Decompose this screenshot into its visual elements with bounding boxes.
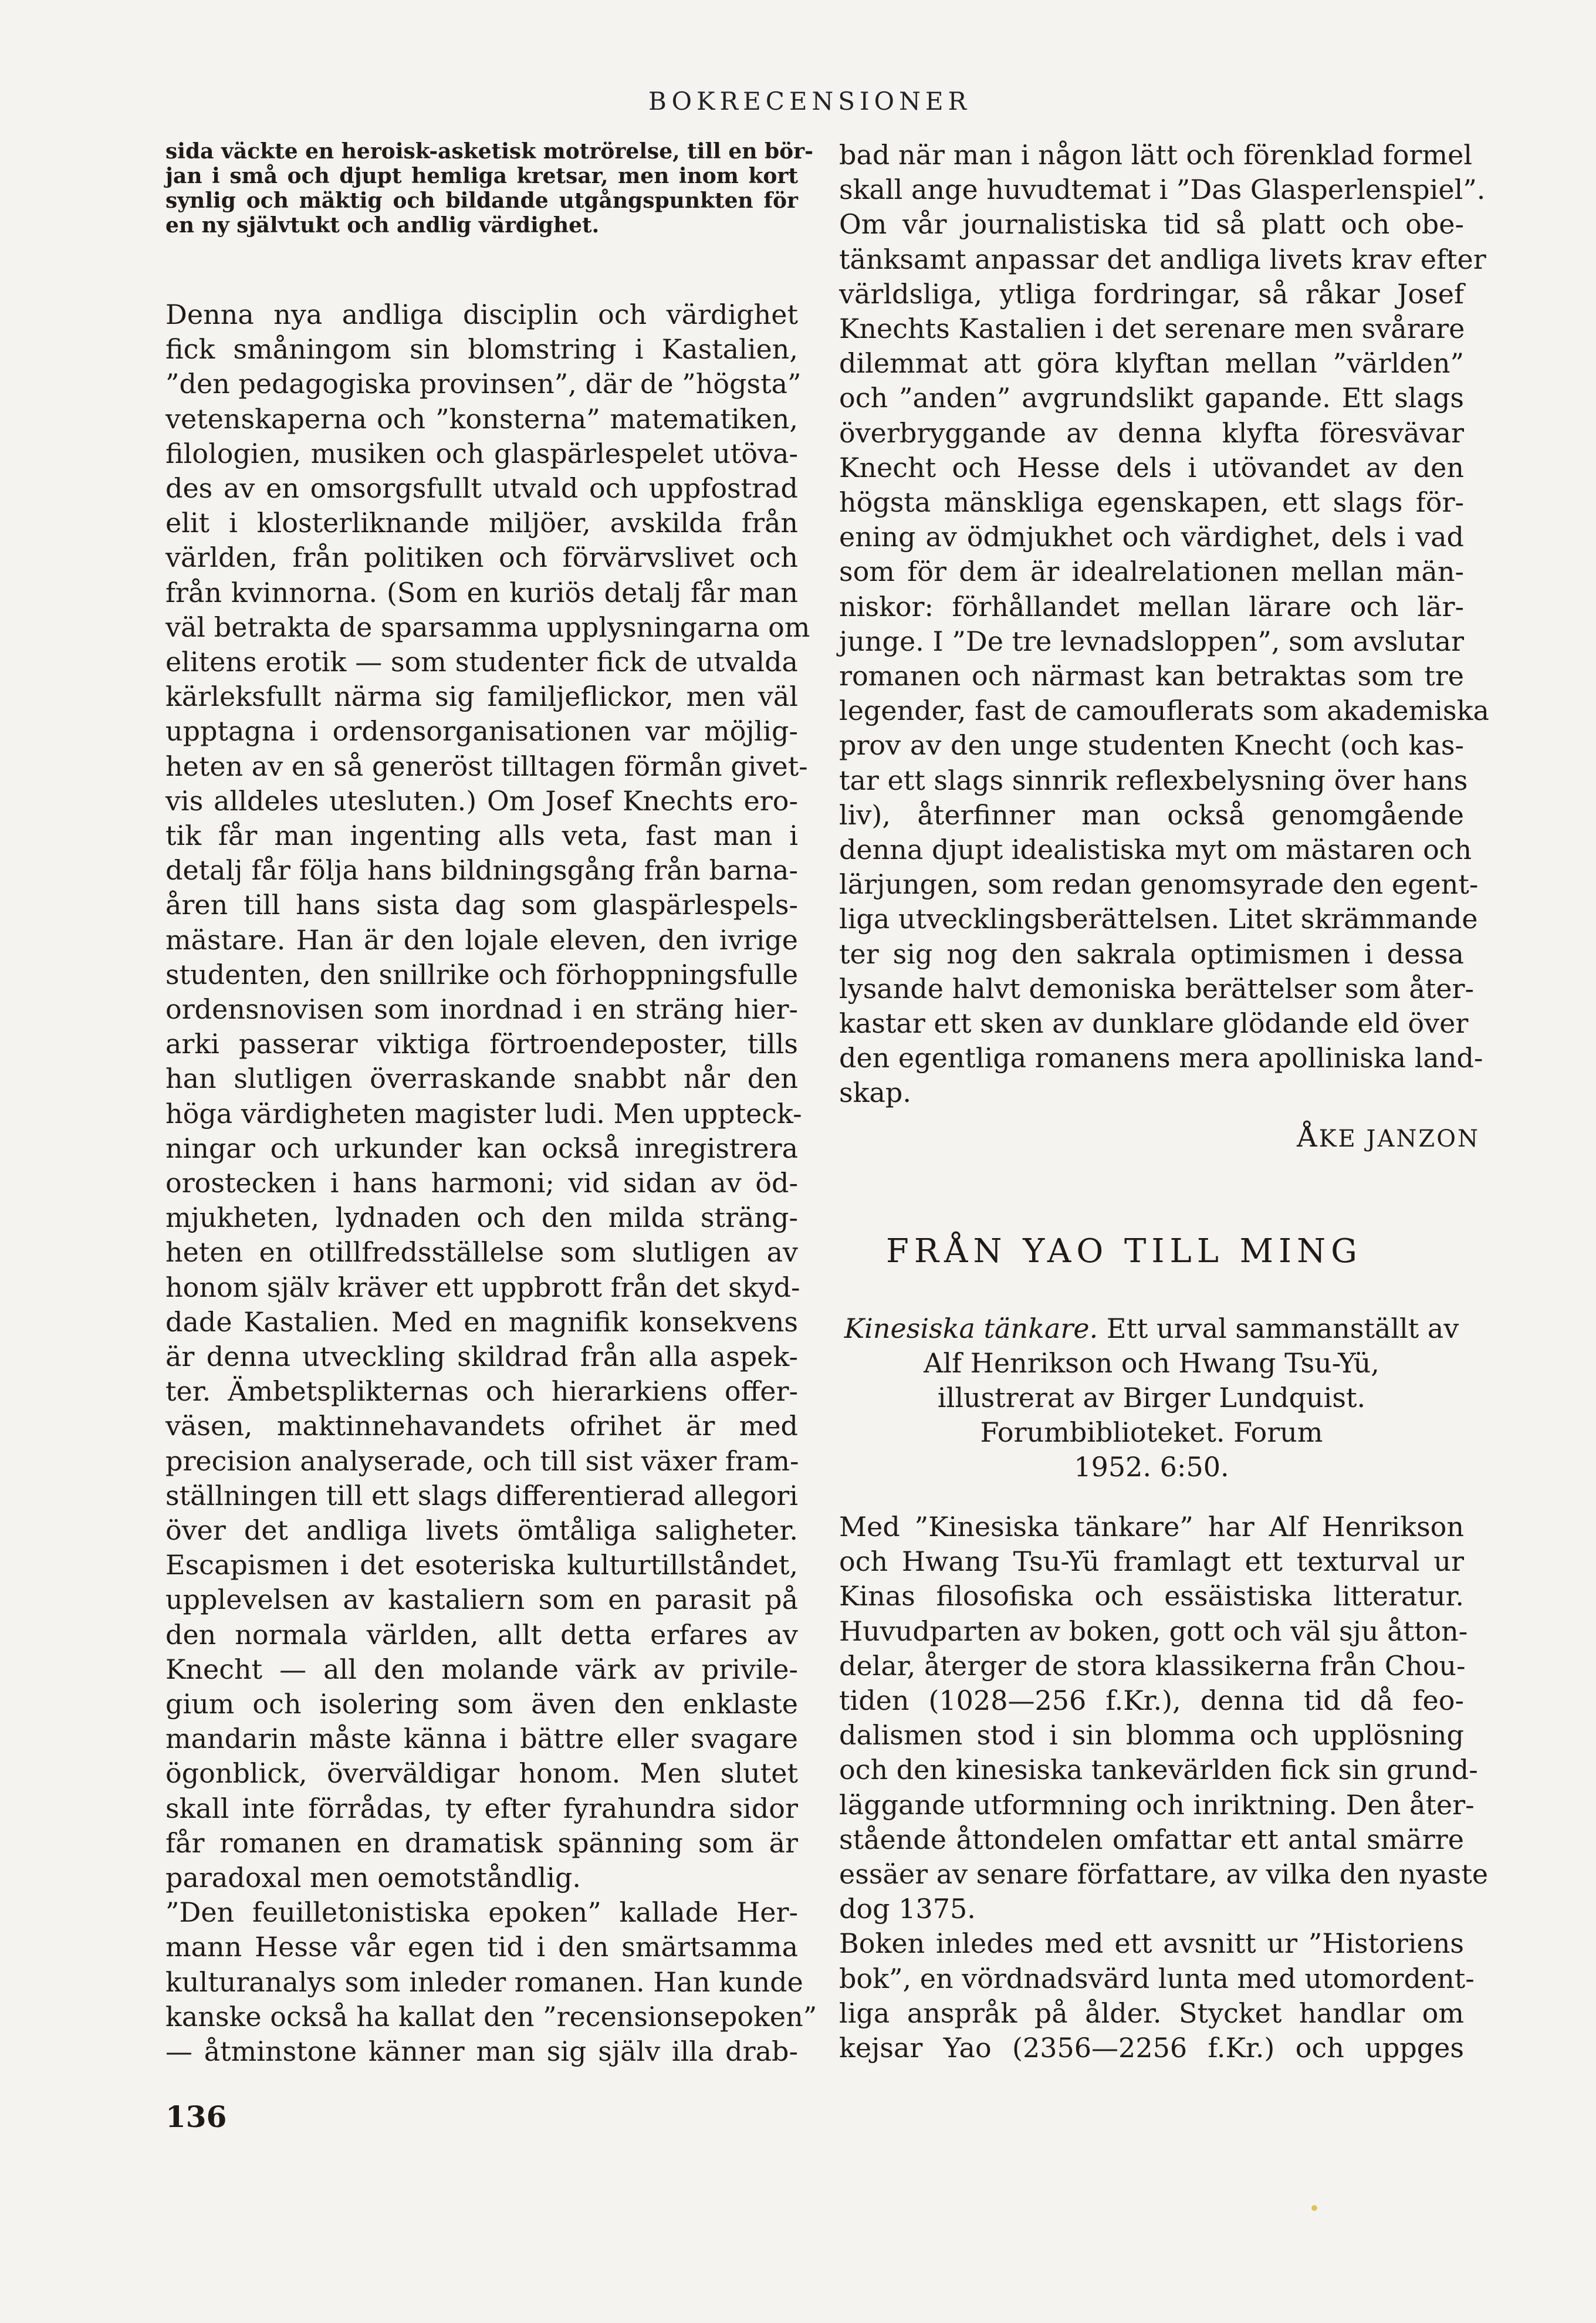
text-line: över det andliga livets ömtåliga saligheter. xyxy=(165,1514,798,1546)
text-line: ter sig nog den sakrala optimismen i dessa xyxy=(839,938,1464,970)
text-line: bad när man i någon lätt och förenklad formel xyxy=(839,139,1473,171)
text-line: Huvudparten av boken, gott och väl sju åtton- xyxy=(839,1615,1468,1647)
text-line: som för dem är idealrelationen mellan män- xyxy=(839,556,1464,588)
text-line: och den kinesiska tankevärlden fick sin grund- xyxy=(839,1754,1478,1786)
text-line: Escapismen i det esoteriska kulturtillståndet, xyxy=(165,1549,798,1581)
text-line: tiden (1028—256 f.Kr.), denna tid då feo- xyxy=(839,1685,1464,1716)
text-line: åren till hans sista dag som glaspärlespels- xyxy=(165,889,798,921)
citation-line: Forumbiblioteket. Forum xyxy=(980,1416,1323,1448)
text-line: bok”, en vördnadsvärd lunta med utomordent- xyxy=(839,1962,1475,1994)
intro-line: synlig och mäktig och bildande utgångspunkten för xyxy=(165,188,798,213)
text-line: mandarin måste känna i bättre eller svagare xyxy=(165,1723,798,1755)
text-line: tik får man ingenting alls veta, fast man i xyxy=(165,820,798,851)
text-line: liga utvecklingsberättelsen. Litet skrämmande xyxy=(839,903,1478,935)
citation-line: Alf Henrikson och Hwang Tsu-Yü, xyxy=(924,1347,1379,1379)
text-line: arki passerar viktiga förtroendeposter, tills xyxy=(165,1028,798,1060)
text-line: han slutligen överraskande snabbt når den xyxy=(165,1063,798,1095)
citation-line xyxy=(839,1313,1464,1344)
text-line: den normala världen, allt detta erfares av xyxy=(165,1618,798,1651)
text-line: — åtminstone känner man sig själv illa drab- xyxy=(165,2035,798,2067)
text-line: vetenskaperna och ”konsterna” matematiken, xyxy=(165,403,798,435)
text-line: Kinas filosofiska och essäistiska litteratur. xyxy=(839,1580,1464,1612)
text-line: liv), återfinner man också genomgående xyxy=(839,799,1464,831)
text-line: Denna nya andliga disciplin och värdighet xyxy=(165,299,798,330)
text-line: kejsar Yao (2356—2256 f.Kr.) och uppges xyxy=(839,2032,1464,2064)
text-line: Knechts Kastalien i det serenare men svårare xyxy=(839,313,1465,344)
text-line: dade Kastalien. Med en magnifik konsekvens xyxy=(165,1306,798,1338)
text-line: upplevelsen av kastaliern som en parasit på xyxy=(165,1584,798,1616)
text-line: liga anspråk på ålder. Stycket handlar om xyxy=(839,1997,1464,2029)
text-line: tar ett slags sinnrik reflexbelysning över hans xyxy=(839,764,1468,796)
text-line: läggande utformning och inriktning. Den åter- xyxy=(839,1788,1475,1821)
text-line: ordensnovisen som inordnad i en sträng hier- xyxy=(165,993,798,1025)
text-line: delar, återger de stora klassikerna från Chou- xyxy=(839,1649,1466,1682)
text-line: fick småningom sin blomstring i Kastalien, xyxy=(165,333,798,366)
text-line: Om vår journalistiska tid så platt och obe- xyxy=(839,208,1464,241)
text-line: upptagna i ordensorganisationen var möjlig- xyxy=(165,715,798,748)
text-line: elitens erotik — som studenter fick de utvalda xyxy=(165,646,798,678)
text-line: är denna utveckling skildrad från alla aspek- xyxy=(165,1341,798,1372)
text-line: dilemmat att göra klyftan mellan ”världen” xyxy=(839,347,1464,380)
text-line: lärjungen, som redan genomsyrade den egent- xyxy=(839,868,1479,901)
text-line: ställningen till ett slags differentierad allegori xyxy=(165,1479,799,1512)
text-line: väl betrakta de sparsamma upplysningarna om xyxy=(165,611,810,643)
text-line: detalj får följa hans bildningsgång från barna- xyxy=(165,854,798,887)
text-line: från kvinnorna. (Som en kuriös detalj får man xyxy=(165,576,798,608)
text-line: väsen, maktinnehavandets ofrihet är med xyxy=(165,1410,798,1442)
text-line: överbryggande av denna klyfta föresvävar xyxy=(839,417,1464,449)
text-line: denna djupt idealistiska myt om mästaren och xyxy=(839,834,1472,865)
running-header: BOKRECENSIONER xyxy=(648,87,972,116)
book-title: Kinesiska tänkare. xyxy=(844,1313,1098,1344)
text-line: filologien, musiken och glaspärlespelet utöva- xyxy=(165,437,798,469)
text-line: kanske också ha kallat den ”recensionsepoken” xyxy=(165,2000,817,2033)
text-line: elit i klosterliknande miljöer, avskilda från xyxy=(165,507,798,539)
text-line: lysande halvt demoniska berättelser som åter- xyxy=(839,972,1474,1005)
text-line: höga värdigheten magister ludi. Men uppteck- xyxy=(165,1097,802,1130)
text-line: romanen och närmast kan betraktas som tre xyxy=(839,660,1464,692)
text-line: dog 1375. xyxy=(839,1893,976,1925)
text-line: kastar ett sken av dunklare glödande eld över xyxy=(839,1007,1469,1039)
text-line: junge. I ”De tre levnadsloppen”, som avslutar xyxy=(839,625,1464,657)
citation-line: illustrerat av Birger Lundquist. xyxy=(937,1382,1366,1414)
text-line: ”den pedagogiska provinsen”, där de ”högsta” xyxy=(165,368,802,400)
text-line: ningar och urkunder kan också inregistrera xyxy=(165,1132,798,1164)
text-line: ening av ödmjukhet och värdighet, dels i vad xyxy=(839,521,1464,553)
text-line: ”Den feuilletonistiska epoken” kallade Her- xyxy=(165,1896,798,1929)
text-line: Knecht — all den molande värk av privile- xyxy=(165,1653,798,1685)
text-line: mästare. Han är den lojale eleven, den ivrige xyxy=(165,924,798,956)
review-title: FRÅN YAO TILL MING xyxy=(886,1232,1362,1270)
page-number: 136 xyxy=(165,2099,227,2134)
intro-line: en ny självtukt och andlig värdighet. xyxy=(165,213,600,238)
text-line: niskor: förhållandet mellan lärare och lär- xyxy=(839,590,1464,623)
intro-line: jan i små och djupt hemliga kretsar, men inom kort xyxy=(165,164,798,188)
text-line: får romanen en dramatisk spänning som är xyxy=(165,1827,798,1859)
text-line: mann Hesse vår egen tid i den smärtsamma xyxy=(165,1931,798,1963)
paper-speck xyxy=(1311,2205,1317,2211)
text-line: precision analyserade, och till sist växer fram- xyxy=(165,1445,799,1477)
text-line: stående åttondelen omfattar ett antal smärre xyxy=(839,1823,1464,1855)
text-line: skall inte förrådas, ty efter fyrahundra sidor xyxy=(165,1792,798,1824)
text-line: mjukheten, lydnaden och den milda sträng- xyxy=(165,1202,798,1234)
intro-line: sida väckte en heroisk-asketisk motrörelse, till en bör- xyxy=(165,139,814,164)
text-line: Knecht och Hesse dels i utövandet av den xyxy=(839,451,1464,483)
text-line: och Hwang Tsu-Yü framlagt ett texturval ur xyxy=(839,1546,1464,1578)
text-line: Med ”Kinesiska tänkare” har Alf Henrikson xyxy=(839,1511,1464,1543)
text-line: heten en otillfredsställelse som slutligen av xyxy=(165,1236,798,1269)
text-line: ter. Ämbetsplikternas och hierarkiens offer- xyxy=(165,1375,798,1408)
text-line: högsta mänskliga egenskapen, ett slags för- xyxy=(839,486,1464,518)
text-line: dalismen stod i sin blomma och upplösning xyxy=(839,1719,1464,1751)
text-line: kulturanalys som inleder romanen. Han kunde xyxy=(165,1966,803,1998)
text-line: studenten, den snillrike och förhoppningsfulle xyxy=(165,958,799,990)
citation-text: Ett urval sammanställt av xyxy=(1098,1313,1459,1344)
text-line: den egentliga romanens mera apolliniska land- xyxy=(839,1042,1483,1074)
review-signature: ÅKE JANZON xyxy=(1297,1121,1480,1154)
text-line: paradoxal men oemotståndlig. xyxy=(165,1862,581,1893)
text-line: Boken inledes med ett avsnitt ur ”Historiens xyxy=(839,1928,1464,1960)
text-line: skap. xyxy=(839,1077,911,1109)
citation-line: 1952. 6:50. xyxy=(1074,1451,1229,1483)
text-line: gium och isolering som även den enklaste xyxy=(165,1688,798,1720)
text-line: ögonblick, överväldigar honom. Men slutet xyxy=(165,1757,798,1790)
text-line: kärleksfullt närma sig familjeflickor, men väl xyxy=(165,681,798,713)
text-line: essäer av senare författare, av vilka den nyaste xyxy=(839,1858,1489,1890)
text-line: skall ange huvudtemat i ”Das Glasperlenspiel”. xyxy=(839,174,1486,206)
text-line: världsliga, ytliga fordringar, så råkar Josef xyxy=(839,278,1464,310)
text-line: des av en omsorgsfullt utvald och uppfostrad xyxy=(165,472,798,504)
text-line: och ”anden” avgrundslikt gapande. Ett slags xyxy=(839,382,1464,414)
text-line: heten av en så generöst tilltagen förmån givet- xyxy=(165,750,808,782)
text-line: tänksamt anpassar det andliga livets krav efter xyxy=(839,243,1486,275)
text-line: legender, fast de camouflerats som akademiska xyxy=(839,695,1489,727)
text-line: prov av den unge studenten Knecht (och kas- xyxy=(839,729,1464,762)
text-line: världen, från politiken och förvärvslivet och xyxy=(165,542,798,574)
text-line: orostecken i hans harmoni; vid sidan av öd- xyxy=(165,1167,798,1199)
text-line: honom själv kräver ett uppbrott från det skyd- xyxy=(165,1271,800,1303)
text-line: vis alldeles utesluten.) Om Josef Knechts ero- xyxy=(165,785,798,817)
